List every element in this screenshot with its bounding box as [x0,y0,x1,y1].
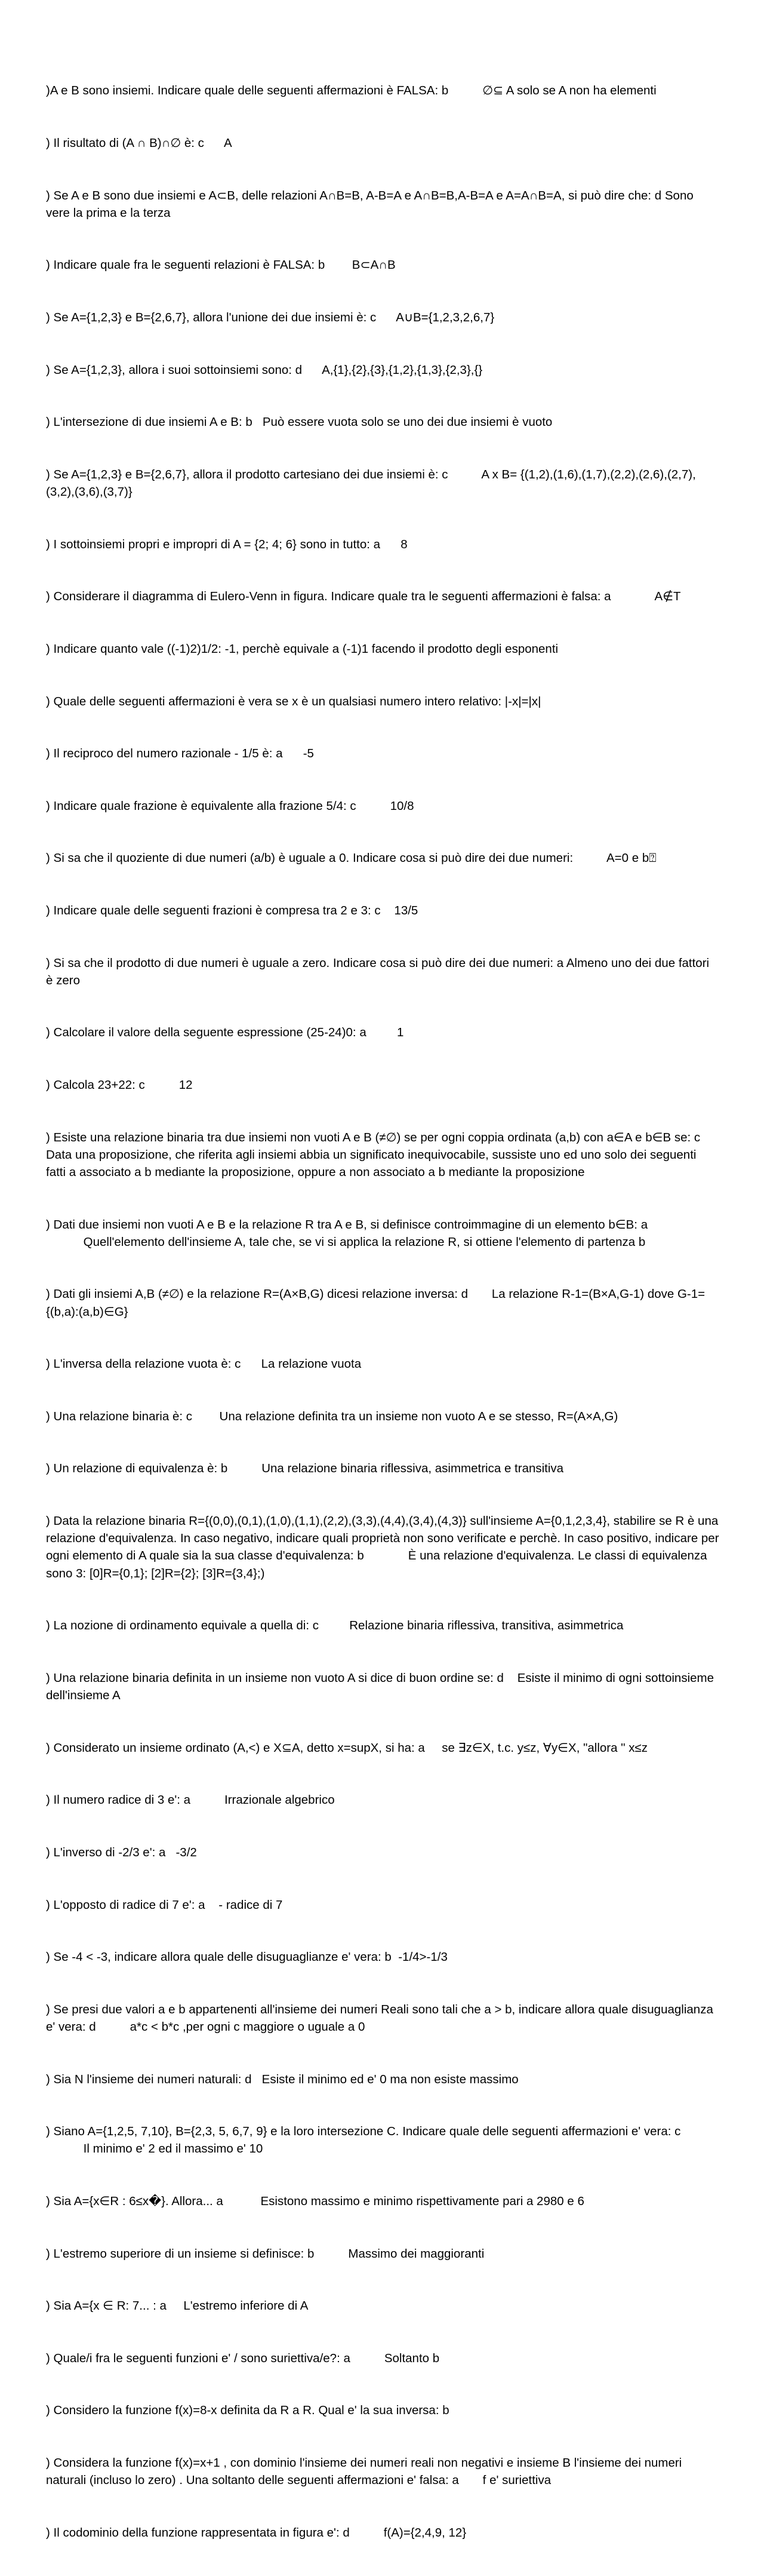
text-line: ) Se presi due valori a e b appartenenti all'insieme dei numeri Reali sono tali che a > b, indicare allora quale disuguaglianza e' vera: d a*c < b*c ,per ogni c maggiore o uguale a 0 [46,2002,717,2034]
text-line: ) L'estremo superiore di un insieme si definisce: b Massimo dei maggioranti [46,2246,485,2261]
text-line: ) Il reciproco del numero razionale - 1/5 è: a -5 [46,747,314,761]
text-line: ) L'inversa della relazione vuota è: c La relazione vuota [46,1357,362,1371]
text-line: )A e B sono insiemi. Indicare quale delle seguenti affermazioni è FALSA: b ∅⊆ A solo se A non ha elementi [46,84,657,98]
text-line: ) Indicare quale frazione è equivalente alla frazione 5/4: c 10/8 [46,799,414,813]
text-line: ) L'intersezione di due insiemi A e B: b Può essere vuota solo se uno dei due insiemi è vuoto [46,415,553,429]
text-line: ) I sottoinsiemi propri e impropri di A = {2; 4; 6} sono in tutto: a 8 [46,537,408,551]
text-line: ) Calcolare il valore della seguente espressione (25-24)0: a 1 [46,1026,404,1040]
text-line: ) Sia A={x∈R : 6≤x�}. Allora... a Esistono massimo e minimo rispettivamente pari a 2980 e 6 [46,2194,584,2208]
text-line: ) Se A={1,2,3}, allora i suoi sottoinsiemi sono: d A,{1},{2},{3},{1,2},{1,3},{2,3},{} [46,363,483,377]
text-line: ) Un relazione di equivalenza è: b Una relazione binaria riflessiva, asimmetrica e transitiva [46,1462,564,1476]
document-body [46,47,723,2576]
text-line: ) Se A e B sono due insiemi e A⊂B, delle relazioni A∩B=B, A-B=A e A∩B=B,A-B=A e A=A∩B=A, si può dire che: d Sono vere la prima e la terza [46,188,697,220]
text-line: ) Dati due insiemi non vuoti A e B e la relazione R tra A e B, si definisce controimmagine di un elemento b∈B: a Quell'elemento dell'insieme A, tale che, se vi si applica la relazione R, si ottiene l'elemento di partenza b [46,1217,648,1249]
text-line: ) Esiste una relazione binaria tra due insiemi non vuoti A e B (≠∅) se per ogni coppia ordinata (a,b) con a∈A e b∈B se: c Data una proposizione, che riferita agli insiemi abbia un significato inequivocabile, sussiste uno ed uno solo dei seguenti fatti a associato a b mediante la proposizione, oppure a non associato a b mediante la proposizione [46,1130,721,1179]
text-line: ) Dati gli insiemi A,B (≠∅) e la relazione R=(A×B,G) dicesi relazione inversa: d La relazione R-1=(B×A,G-1) dove G-1={(b,a):(a,b)∈G} [46,1287,706,1319]
text-line: ) Il codominio della funzione rappresentata in figura e': d f(A)={2,4,9, 12} [46,2525,467,2540]
text-line: ) Il risultato di (A ∩ B)∩∅ è: c A [46,136,232,151]
text-line: ) Considerare il diagramma di Eulero-Venn in figura. Indicare quale tra le seguenti affermazioni è falsa: a A∉T [46,589,681,604]
text-line: ) Il numero radice di 3 e': a Irrazionale algebrico [46,1793,335,1807]
text-line: ) Considero la funzione f(x)=8-x definita da R a R. Qual e' la sua inversa: b [46,2403,449,2418]
text-line: ) Sia A={x ∈ R: 7... : a L'estremo inferiore di A [46,2299,309,2313]
text-line: ) Indicare quale delle seguenti frazioni è compresa tra 2 e 3: c 13/5 [46,903,418,917]
text-line: ) Sia N l'insieme dei numeri naturali: d Esiste il minimo ed e' 0 ma non esiste massimo [46,2072,519,2086]
text-line: ) Indicare quale fra le seguenti relazioni è FALSA: b B⊂A∩B [46,258,396,272]
text-line: ) Si sa che il prodotto di due numeri è uguale a zero. Indicare cosa si può dire dei due numeri: a Almeno uno dei due fattori è zero [46,956,713,987]
text-line: ) Si sa che il quoziente di due numeri (a/b) è uguale a 0. Indicare cosa si può dire dei due numeri: A=0 e b⍰ [46,851,657,865]
text-line: ) Indicare quanto vale ((-1)2)1/2: -1, perchè equivale a (-1)1 facendo il prodotto degli esponenti [46,641,559,656]
text-line: ) L'opposto di radice di 7 e': a - radice di 7 [46,1898,283,1912]
text-line: ) Una relazione binaria definita in un insieme non vuoto A si dice di buon ordine se: d Esiste il minimo di ogni sottoinsieme dell'insieme A [46,1671,717,1703]
text-line: ) Siano A={1,2,5, 7,10}, B={2,3, 5, 6,7, 9} e la loro intersezione C. Indicare quale delle seguenti affermazioni e' vera: c Il minimo e' 2 ed il massimo e' 10 [46,2124,681,2156]
text-line: ) Calcola 23+22: c 12 [46,1077,193,1092]
text-line: ) La nozione di ordinamento equivale a quella di: c Relazione binaria riflessiva, transitiva, asimmetrica [46,1619,624,1633]
text-line: ) Quale/i fra le seguenti funzioni e' / sono suriettiva/e?: a Soltanto b [46,2351,440,2365]
text-line: ) Se -4 < -3, indicare allora quale delle disuguaglianze e' vera: b -1/4>-1/3 [46,1950,448,1964]
text-line: ) Una relazione binaria è: c Una relazione definita tra un insieme non vuoto A e se stesso, R=(A×A,G) [46,1409,618,1423]
text-line: ) Se A={1,2,3} e B={2,6,7}, allora il prodotto cartesiano dei due insiemi è: c A x B= {(1,2),(1,6),(1,7),(2,2),(2,6),(2,7),(3,2),(3,6),(3,7)} [46,467,696,499]
text-line: ) Quale delle seguenti affermazioni è vera se x è un qualsiasi numero intero relativo: |-x|=|x| [46,694,541,708]
text-line: ) Considera la funzione f(x)=x+1 , con dominio l'insieme dei numeri reali non negativi e insieme B l'insieme dei numeri naturali (incluso lo zero) . Una soltanto delle seguenti affermazioni e' falsa: a f e' suriettiva [46,2456,685,2488]
text-line: ) Data la relazione binaria R={(0,0),(0,1),(1,0),(1,1),(2,2),(3,3),(4,4),(3,4),(4,3)} sull'insieme A={0,1,2,3,4}, stabilire se R è una relazione d'equivalenza. In caso negativo, indicare quali proprietà non sono verificate e perchè. In caso positivo, indicare per ogni elemento di A quale sia la sua classe d'equivalenza: b È una relazione d'equivalenza. Le classi di equivalenza sono 3: [0]R={0,1}; [2]R={2}; [3]R={3,4};) [46,1514,723,1580]
text-line: ) Se A={1,2,3} e B={2,6,7}, allora l'unione dei due insiemi è: c A∪B={1,2,3,2,6,7} [46,311,495,325]
text-line: ) L'inverso di -2/3 e': a -3/2 [46,1845,197,1859]
text-line: ) Considerato un insieme ordinato (A,<) e X⊆A, detto x=supX, si ha: a se ∃z∈X, t.c. y≤z, ∀y∈X, "allora " x≤z [46,1740,648,1755]
